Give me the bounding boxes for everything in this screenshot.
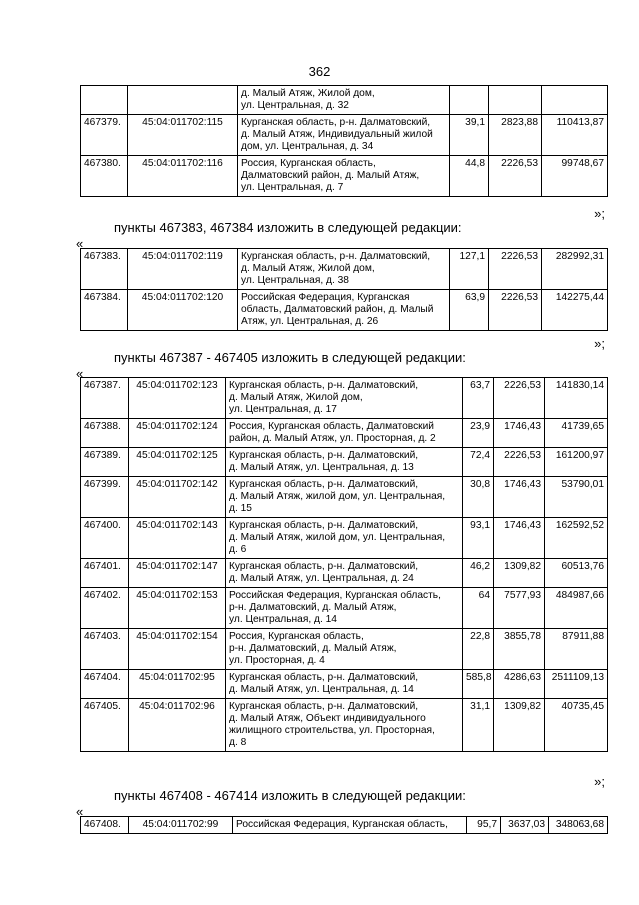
address-line: д. Малый Атяж, жилой дом, ул. Центральная,	[229, 532, 446, 543]
item-number-cell: 467389.	[81, 448, 129, 477]
address-line: ул. Центральная, д. 38	[241, 275, 349, 286]
area-cell: 93,1	[463, 518, 494, 559]
address-line: Российская Федерация, Курганская	[241, 292, 410, 303]
address-line: Курганская область, р-н. Далматовский,	[229, 701, 419, 712]
cadastral-number-cell	[128, 86, 238, 115]
area-cell: 127,1	[450, 249, 489, 290]
table-body	[81, 378, 608, 752]
rate-cell: 1309,82	[494, 699, 545, 752]
address-cell	[238, 156, 450, 197]
address-line: д. 8	[229, 737, 247, 748]
address-line: ул. Центральная, д. 17	[229, 404, 337, 415]
address-line: ул. Центральная, д. 32	[241, 100, 349, 111]
opening-quote-2: «	[76, 366, 84, 381]
table-row	[81, 670, 608, 699]
item-number-cell: 467403.	[81, 629, 129, 670]
address-line: Курганская область, р-н. Далматовский,	[229, 672, 419, 683]
address-cell	[226, 419, 463, 448]
value-cell: 60513,76	[545, 559, 608, 588]
table-row	[81, 290, 608, 331]
rate-cell: 1309,82	[494, 559, 545, 588]
item-number-cell: 467384.	[81, 290, 128, 331]
table-row	[81, 249, 608, 290]
address-line: Россия, Курганская область,	[241, 158, 376, 169]
address-line: д. Малый Атяж, ул. Центральная, д. 13	[229, 462, 414, 473]
area-cell: 63,9	[450, 290, 489, 331]
cadastral-number-cell: 45:04:011702:143	[129, 518, 226, 559]
value-cell: 162592,52	[545, 518, 608, 559]
address-cell	[238, 290, 450, 331]
value-cell: 110413,87	[542, 115, 608, 156]
table-body	[81, 249, 608, 331]
area-cell: 95,7	[467, 817, 501, 834]
table-body	[81, 86, 608, 197]
rate-cell: 1746,43	[494, 477, 545, 518]
address-cell	[226, 588, 463, 629]
address-line: Курганская область, р-н. Далматовский,	[229, 450, 419, 461]
property-table-3	[80, 377, 608, 752]
address-cell	[226, 699, 463, 752]
rate-cell: 2226,53	[489, 249, 542, 290]
cadastral-number-cell: 45:04:011702:124	[129, 419, 226, 448]
rate-cell: 2226,53	[494, 378, 545, 419]
cadastral-number-cell: 45:04:011702:115	[128, 115, 238, 156]
closing-quote-1: »;	[594, 206, 605, 221]
address-cell	[226, 477, 463, 518]
address-cell	[226, 670, 463, 699]
address-line: д. Малый Атяж, Жилой дом,	[241, 263, 375, 274]
table-row	[81, 559, 608, 588]
address-cell	[226, 629, 463, 670]
address-line: жилищного строительства, ул. Просторная,	[229, 725, 435, 736]
value-cell: 141830,14	[545, 378, 608, 419]
address-line: д. Малый Атяж, Жилой дом,	[241, 88, 375, 99]
value-cell: 282992,31	[542, 249, 608, 290]
value-cell: 161200,97	[545, 448, 608, 477]
address-cell	[233, 817, 467, 834]
cadastral-number-cell: 45:04:011702:123	[129, 378, 226, 419]
address-line: Атяж, ул. Центральная, д. 26	[241, 316, 379, 327]
address-cell	[238, 249, 450, 290]
table-row	[81, 115, 608, 156]
address-line: д. 6	[229, 544, 247, 555]
instruction-text-2: пункты 467387 - 467405 изложить в следующей редакции:	[114, 350, 466, 365]
table-row	[81, 518, 608, 559]
address-line: р-н. Далматовский, д. Малый Атяж,	[229, 602, 397, 613]
address-cell	[238, 86, 450, 115]
item-number-cell	[81, 86, 128, 115]
table-row	[81, 588, 608, 629]
area-cell: 30,8	[463, 477, 494, 518]
value-cell: 2511109,13	[545, 670, 608, 699]
value-cell: 40735,45	[545, 699, 608, 752]
value-cell: 41739,65	[545, 419, 608, 448]
cadastral-number-cell: 45:04:011702:153	[129, 588, 226, 629]
item-number-cell: 467408.	[81, 817, 129, 834]
property-table-4	[80, 816, 608, 834]
rate-cell: 7577,93	[494, 588, 545, 629]
address-cell	[238, 115, 450, 156]
value-cell: 142275,44	[542, 290, 608, 331]
rate-cell: 3637,03	[501, 817, 549, 834]
address-line: Российская Федерация, Курганская область,	[229, 590, 441, 601]
table-row	[81, 378, 608, 419]
table-row	[81, 629, 608, 670]
cadastral-number-cell: 45:04:011702:116	[128, 156, 238, 197]
area-cell: 31,1	[463, 699, 494, 752]
rate-cell: 1746,43	[494, 419, 545, 448]
rate-cell	[489, 86, 542, 115]
value-cell: 53790,01	[545, 477, 608, 518]
instruction-text-3: пункты 467408 - 467414 изложить в следующей редакции:	[114, 788, 466, 803]
address-line: Курганская область, р-н. Далматовский,	[241, 117, 431, 128]
address-line: Курганская область, р-н. Далматовский,	[229, 561, 419, 572]
address-cell	[226, 518, 463, 559]
table-row	[81, 699, 608, 752]
value-cell: 99748,67	[542, 156, 608, 197]
instruction-text-1: пункты 467383, 467384 изложить в следующей редакции:	[114, 220, 462, 235]
address-line: область, Далматовский район, д. Малый	[241, 304, 434, 315]
address-line: Курганская область, р-н. Далматовский,	[229, 520, 419, 531]
rate-cell: 1746,43	[494, 518, 545, 559]
item-number-cell: 467401.	[81, 559, 129, 588]
table-row	[81, 419, 608, 448]
item-number-cell: 467405.	[81, 699, 129, 752]
item-number-cell: 467383.	[81, 249, 128, 290]
value-cell: 348063,68	[549, 817, 608, 834]
address-line: р-н. Далматовский, д. Малый Атяж,	[229, 643, 397, 654]
page-number: 362	[308, 64, 331, 79]
address-line: д. Малый Атяж, Индивидуальный жилой	[241, 129, 433, 140]
area-cell: 22,8	[463, 629, 494, 670]
cadastral-number-cell: 45:04:011702:120	[128, 290, 238, 331]
address-cell	[226, 559, 463, 588]
value-cell	[542, 86, 608, 115]
address-line: д. Малый Атяж, ул. Центральная, д. 14	[229, 684, 414, 695]
cadastral-number-cell: 45:04:011702:119	[128, 249, 238, 290]
item-number-cell: 467402.	[81, 588, 129, 629]
address-line: район, д. Малый Атяж, ул. Просторная, д. 2	[229, 433, 436, 444]
address-line: д. Малый Атяж, ул. Центральная, д. 24	[229, 573, 414, 584]
area-cell: 39,1	[450, 115, 489, 156]
rate-cell: 2226,53	[494, 448, 545, 477]
cadastral-number-cell: 45:04:011702:96	[129, 699, 226, 752]
area-cell: 23,9	[463, 419, 494, 448]
table-row	[81, 817, 608, 834]
address-cell	[226, 448, 463, 477]
item-number-cell: 467399.	[81, 477, 129, 518]
area-cell: 72,4	[463, 448, 494, 477]
area-cell: 585,8	[463, 670, 494, 699]
rate-cell: 2226,53	[489, 156, 542, 197]
opening-quote-3: «	[76, 804, 84, 819]
area-cell: 46,2	[463, 559, 494, 588]
value-cell: 87911,88	[545, 629, 608, 670]
item-number-cell: 467404.	[81, 670, 129, 699]
rate-cell: 4286,63	[494, 670, 545, 699]
address-line: Россия, Курганская область, Далматовский	[229, 421, 435, 432]
closing-quote-2: »;	[594, 336, 605, 351]
property-table-2	[80, 248, 608, 331]
area-cell	[450, 86, 489, 115]
cadastral-number-cell: 45:04:011702:95	[129, 670, 226, 699]
opening-quote-1: «	[76, 236, 84, 251]
value-cell: 484987,66	[545, 588, 608, 629]
address-line: ул. Центральная, д. 14	[229, 614, 337, 625]
address-line: ул. Центральная, д. 7	[241, 182, 344, 193]
rate-cell: 3855,78	[494, 629, 545, 670]
cadastral-number-cell: 45:04:011702:154	[129, 629, 226, 670]
area-cell: 63,7	[463, 378, 494, 419]
cadastral-number-cell: 45:04:011702:147	[129, 559, 226, 588]
table-row	[81, 448, 608, 477]
address-line: Курганская область, р-н. Далматовский,	[229, 380, 419, 391]
table-row	[81, 156, 608, 197]
address-cell	[226, 378, 463, 419]
rate-cell: 2823,88	[489, 115, 542, 156]
item-number-cell: 467380.	[81, 156, 128, 197]
address-line: Россия, Курганская область,	[229, 631, 364, 642]
item-number-cell: 467379.	[81, 115, 128, 156]
table-row	[81, 86, 608, 115]
rate-cell: 2226,53	[489, 290, 542, 331]
address-line: Курганская область, р-н. Далматовский,	[229, 479, 419, 490]
property-table-1	[80, 85, 608, 197]
area-cell: 64	[463, 588, 494, 629]
item-number-cell: 467388.	[81, 419, 129, 448]
cadastral-number-cell: 45:04:011702:99	[129, 817, 233, 834]
item-number-cell: 467387.	[81, 378, 129, 419]
area-cell: 44,8	[450, 156, 489, 197]
table-body	[81, 817, 608, 834]
cadastral-number-cell: 45:04:011702:142	[129, 477, 226, 518]
table-row	[81, 477, 608, 518]
address-line: д. Малый Атяж, жилой дом, ул. Центральная,	[229, 491, 446, 502]
address-line: Российская Федерация, Курганская область,	[236, 819, 448, 830]
address-line: д. 15	[229, 503, 252, 514]
address-line: Далматовский район, д. Малый Атяж,	[241, 170, 420, 181]
address-line: Курганская область, р-н. Далматовский,	[241, 251, 431, 262]
cadastral-number-cell: 45:04:011702:125	[129, 448, 226, 477]
closing-quote-3: »;	[594, 774, 605, 789]
address-line: дом, ул. Центральная, д. 34	[241, 141, 374, 152]
item-number-cell: 467400.	[81, 518, 129, 559]
address-line: д. Малый Атяж, Объект индивидуального	[229, 713, 426, 724]
address-line: д. Малый Атяж, Жилой дом,	[229, 392, 363, 403]
address-line: ул. Просторная, д. 4	[229, 655, 325, 666]
